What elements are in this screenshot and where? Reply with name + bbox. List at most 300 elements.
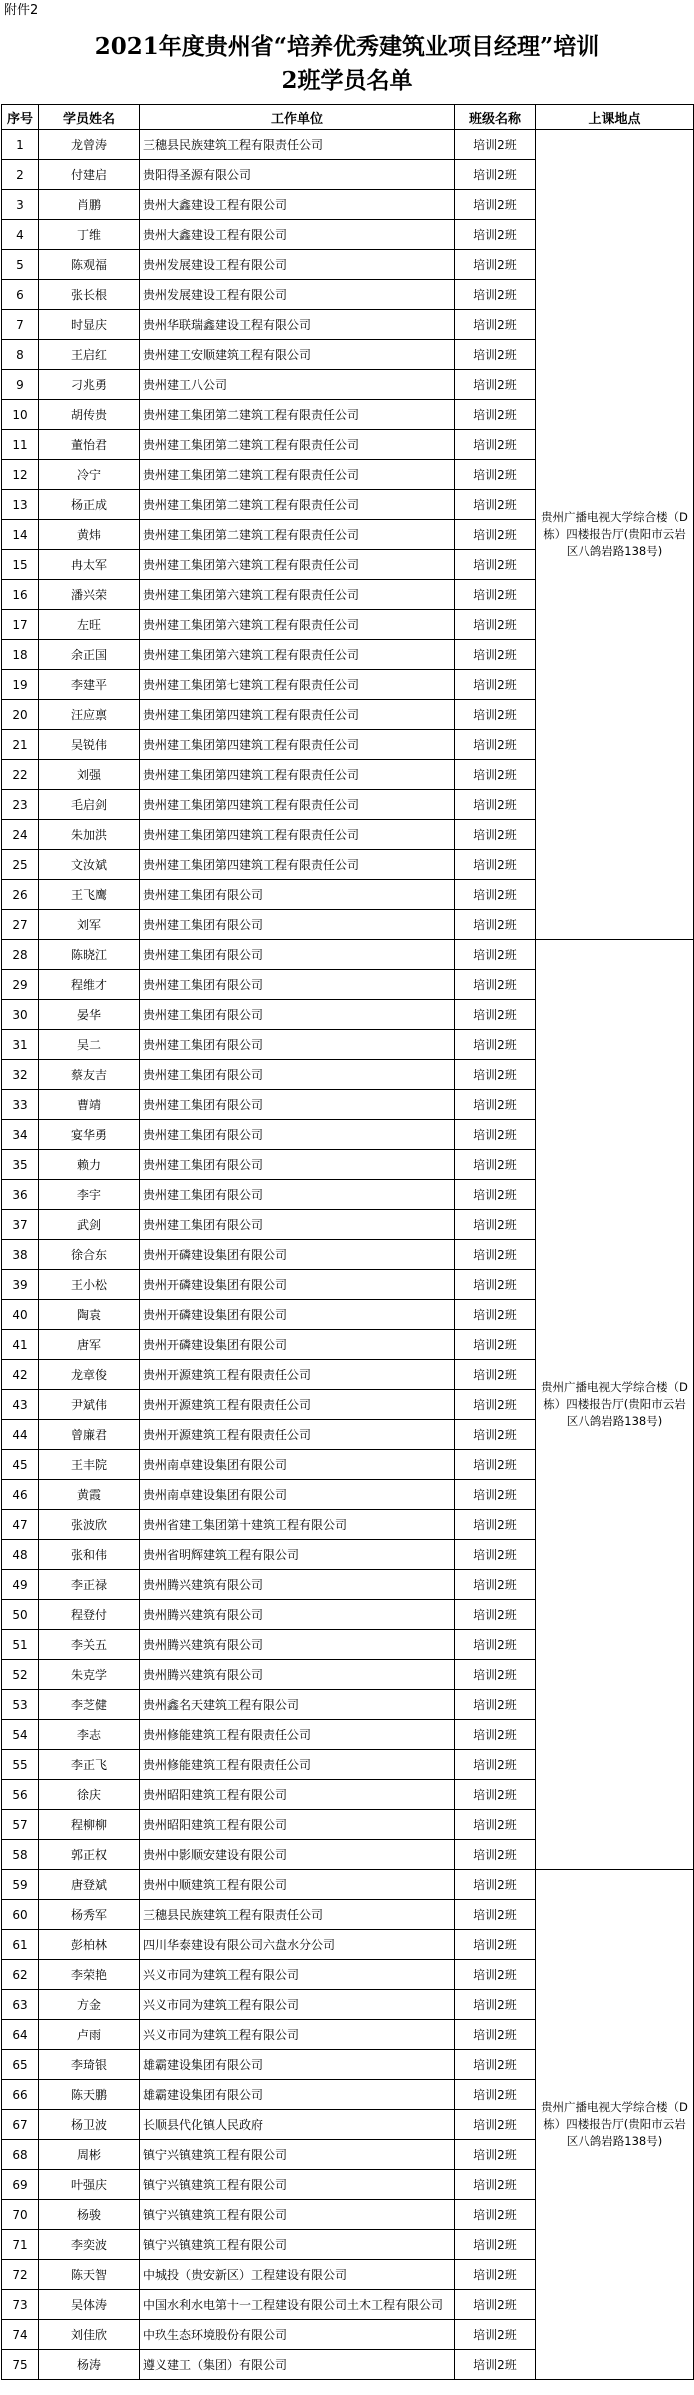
- cell-name: 李志: [39, 1720, 140, 1750]
- cell-class: 培训2班: [455, 760, 536, 790]
- cell-unit: 贵州腾兴建筑有限公司: [140, 1570, 455, 1600]
- cell-no: 26: [2, 880, 39, 910]
- cell-name: 刘军: [39, 910, 140, 940]
- cell-class: 培训2班: [455, 940, 536, 970]
- cell-name: 徐庆: [39, 1780, 140, 1810]
- cell-name: 张和伟: [39, 1540, 140, 1570]
- cell-name: 吴锐伟: [39, 730, 140, 760]
- cell-name: 时显庆: [39, 310, 140, 340]
- cell-unit: 贵州开磷建设集团有限公司: [140, 1240, 455, 1270]
- cell-unit: 贵州建工集团第二建筑工程有限责任公司: [140, 400, 455, 430]
- cell-class: 培训2班: [455, 1090, 536, 1120]
- cell-unit: 贵州建工集团第四建筑工程有限责任公司: [140, 790, 455, 820]
- cell-unit: 镇宁兴镇建筑工程有限公司: [140, 2200, 455, 2230]
- cell-class: 培训2班: [455, 1300, 536, 1330]
- cell-name: 尹斌伟: [39, 1390, 140, 1420]
- cell-no: 67: [2, 2110, 39, 2140]
- cell-unit: 贵州开磷建设集团有限公司: [140, 1330, 455, 1360]
- cell-class: 培训2班: [455, 1240, 536, 1270]
- cell-name: 胡传贵: [39, 400, 140, 430]
- cell-unit: 贵州建工安顺建筑工程有限公司: [140, 340, 455, 370]
- cell-name: 陈天鹏: [39, 2080, 140, 2110]
- cell-class: 培训2班: [455, 640, 536, 670]
- cell-no: 22: [2, 760, 39, 790]
- cell-unit: 贵州省明辉建筑工程有限公司: [140, 1540, 455, 1570]
- cell-name: 李关五: [39, 1630, 140, 1660]
- cell-class: 培训2班: [455, 1660, 536, 1690]
- cell-name: 左旺: [39, 610, 140, 640]
- cell-name: 余正国: [39, 640, 140, 670]
- cell-class: 培训2班: [455, 2110, 536, 2140]
- cell-unit: 镇宁兴镇建筑工程有限公司: [140, 2140, 455, 2170]
- cell-name: 肖鹏: [39, 190, 140, 220]
- cell-class: 培训2班: [455, 2020, 536, 2050]
- cell-class: 培训2班: [455, 1780, 536, 1810]
- cell-unit: 贵州开源建筑工程有限责任公司: [140, 1420, 455, 1450]
- cell-class: 培训2班: [455, 1330, 536, 1360]
- cell-no: 55: [2, 1750, 39, 1780]
- cell-unit: 中玖生态环境股份有限公司: [140, 2320, 455, 2350]
- cell-unit: 贵州建工集团有限公司: [140, 1150, 455, 1180]
- cell-class: 培训2班: [455, 1840, 536, 1870]
- cell-unit: 贵州昭阳建筑工程有限公司: [140, 1810, 455, 1840]
- cell-name: 王启红: [39, 340, 140, 370]
- cell-unit: 贵州华联瑞鑫建设工程有限公司: [140, 310, 455, 340]
- cell-class: 培训2班: [455, 1360, 536, 1390]
- cell-name: 冷宁: [39, 460, 140, 490]
- cell-name: 周彬: [39, 2140, 140, 2170]
- cell-no: 71: [2, 2230, 39, 2260]
- cell-class: 培训2班: [455, 790, 536, 820]
- cell-class: 培训2班: [455, 1570, 536, 1600]
- cell-name: 方金: [39, 1990, 140, 2020]
- cell-unit: 贵州建工集团第四建筑工程有限责任公司: [140, 730, 455, 760]
- header-unit: 工作单位: [140, 105, 455, 130]
- cell-class: 培训2班: [455, 370, 536, 400]
- cell-unit: 中国水利水电第十一工程建设有限公司土木工程有限公司: [140, 2290, 455, 2320]
- cell-name: 李宇: [39, 1180, 140, 1210]
- cell-name: 刘强: [39, 760, 140, 790]
- cell-name: 李正禄: [39, 1570, 140, 1600]
- cell-no: 34: [2, 1120, 39, 1150]
- cell-no: 21: [2, 730, 39, 760]
- cell-class: 培训2班: [455, 1450, 536, 1480]
- cell-unit: 长顺县代化镇人民政府: [140, 2110, 455, 2140]
- cell-name: 杨正成: [39, 490, 140, 520]
- cell-name: 陶袁: [39, 1300, 140, 1330]
- cell-class: 培训2班: [455, 250, 536, 280]
- cell-no: 14: [2, 520, 39, 550]
- cell-class: 培训2班: [455, 1930, 536, 1960]
- cell-unit: 贵州南卓建设集团有限公司: [140, 1450, 455, 1480]
- cell-class: 培训2班: [455, 1210, 536, 1240]
- cell-no: 27: [2, 910, 39, 940]
- cell-unit: 贵州开源建筑工程有限责任公司: [140, 1360, 455, 1390]
- cell-name: 付建启: [39, 160, 140, 190]
- cell-name: 李芝健: [39, 1690, 140, 1720]
- cell-class: 培训2班: [455, 130, 536, 160]
- header-no: 序号: [2, 105, 39, 130]
- cell-name: 王丰院: [39, 1450, 140, 1480]
- cell-no: 56: [2, 1780, 39, 1810]
- cell-unit: 贵州腾兴建筑有限公司: [140, 1660, 455, 1690]
- student-roster-table: [1, 104, 694, 2380]
- cell-class: 培训2班: [455, 520, 536, 550]
- cell-unit: 三穗县民族建筑工程有限责任公司: [140, 1900, 455, 1930]
- cell-no: 70: [2, 2200, 39, 2230]
- cell-no: 39: [2, 1270, 39, 1300]
- cell-class: 培训2班: [455, 310, 536, 340]
- cell-no: 24: [2, 820, 39, 850]
- cell-no: 64: [2, 2020, 39, 2050]
- cell-no: 29: [2, 970, 39, 1000]
- cell-no: 54: [2, 1720, 39, 1750]
- cell-name: 程维才: [39, 970, 140, 1000]
- cell-no: 5: [2, 250, 39, 280]
- cell-class: 培训2班: [455, 340, 536, 370]
- cell-no: 25: [2, 850, 39, 880]
- cell-class: 培训2班: [455, 580, 536, 610]
- cell-name: 曹靖: [39, 1090, 140, 1120]
- cell-class: 培训2班: [455, 1420, 536, 1450]
- cell-no: 41: [2, 1330, 39, 1360]
- cell-no: 50: [2, 1600, 39, 1630]
- cell-unit: 贵州修能建筑工程有限责任公司: [140, 1720, 455, 1750]
- cell-unit: 中城投（贵安新区）工程建设有限公司: [140, 2260, 455, 2290]
- cell-name: 丁维: [39, 220, 140, 250]
- cell-unit: 贵州建工八公司: [140, 370, 455, 400]
- cell-class: 培训2班: [455, 2140, 536, 2170]
- cell-name: 王小松: [39, 1270, 140, 1300]
- cell-name: 叶强庆: [39, 2170, 140, 2200]
- cell-unit: 贵州建工集团有限公司: [140, 1060, 455, 1090]
- cell-class: 培训2班: [455, 910, 536, 940]
- cell-no: 51: [2, 1630, 39, 1660]
- cell-no: 72: [2, 2260, 39, 2290]
- cell-name: 程柳柳: [39, 1810, 140, 1840]
- cell-class: 培训2班: [455, 1600, 536, 1630]
- cell-class: 培训2班: [455, 2320, 536, 2350]
- cell-no: 40: [2, 1300, 39, 1330]
- cell-class: 培训2班: [455, 2350, 536, 2380]
- cell-unit: 贵州建工集团第六建筑工程有限责任公司: [140, 640, 455, 670]
- cell-unit: 贵州腾兴建筑有限公司: [140, 1630, 455, 1660]
- cell-class: 培训2班: [455, 1540, 536, 1570]
- cell-name: 黄炜: [39, 520, 140, 550]
- cell-no: 11: [2, 430, 39, 460]
- cell-unit: 贵州建工集团有限公司: [140, 1030, 455, 1060]
- cell-no: 49: [2, 1570, 39, 1600]
- cell-unit: 贵州腾兴建筑有限公司: [140, 1600, 455, 1630]
- cell-name: 刘佳欣: [39, 2320, 140, 2350]
- cell-unit: 三穗县民族建筑工程有限责任公司: [140, 130, 455, 160]
- cell-name: 吴二: [39, 1030, 140, 1060]
- cell-unit: 贵州建工集团第七建筑工程有限责任公司: [140, 670, 455, 700]
- cell-class: 培训2班: [455, 2230, 536, 2260]
- cell-no: 10: [2, 400, 39, 430]
- cell-name: 程登付: [39, 1600, 140, 1630]
- annex-label: 附件2: [4, 3, 39, 18]
- cell-class: 培训2班: [455, 430, 536, 460]
- cell-class: 培训2班: [455, 1060, 536, 1090]
- cell-no: 33: [2, 1090, 39, 1120]
- cell-name: 吴体涛: [39, 2290, 140, 2320]
- cell-unit: 遵义建工（集团）有限公司: [140, 2350, 455, 2380]
- cell-class: 培训2班: [455, 970, 536, 1000]
- cell-unit: 贵州建工集团有限公司: [140, 1210, 455, 1240]
- cell-class: 培训2班: [455, 400, 536, 430]
- cell-name: 朱加洪: [39, 820, 140, 850]
- cell-class: 培训2班: [455, 1000, 536, 1030]
- cell-no: 75: [2, 2350, 39, 2380]
- cell-unit: 贵州建工集团第六建筑工程有限责任公司: [140, 550, 455, 580]
- cell-no: 48: [2, 1540, 39, 1570]
- cell-unit: 贵州大鑫建设工程有限公司: [140, 220, 455, 250]
- cell-no: 73: [2, 2290, 39, 2320]
- cell-no: 43: [2, 1390, 39, 1420]
- cell-class: 培训2班: [455, 280, 536, 310]
- cell-unit: 兴义市同为建筑工程有限公司: [140, 2020, 455, 2050]
- cell-location: 贵州广播电视大学综合楼（D栋）四楼报告厅(贵阳市云岩区八鸽岩路138号): [536, 1870, 694, 2380]
- cell-class: 培训2班: [455, 1510, 536, 1540]
- cell-location: 贵州广播电视大学综合楼（D栋）四楼报告厅(贵阳市云岩区八鸽岩路138号): [536, 130, 694, 940]
- cell-class: 培训2班: [455, 850, 536, 880]
- cell-unit: 贵州开磷建设集团有限公司: [140, 1270, 455, 1300]
- cell-name: 陈晓江: [39, 940, 140, 970]
- cell-name: 杨涛: [39, 2350, 140, 2380]
- cell-unit: 贵州昭阳建筑工程有限公司: [140, 1780, 455, 1810]
- cell-no: 12: [2, 460, 39, 490]
- cell-name: 朱克学: [39, 1660, 140, 1690]
- cell-no: 62: [2, 1960, 39, 1990]
- cell-no: 15: [2, 550, 39, 580]
- cell-location: 贵州广播电视大学综合楼（D栋）四楼报告厅(贵阳市云岩区八鸽岩路138号): [536, 940, 694, 1870]
- cell-class: 培训2班: [455, 1390, 536, 1420]
- cell-name: 徐合东: [39, 1240, 140, 1270]
- title-line-1: 2021年度贵州省“培养优秀建筑业项目经理”培训: [94, 33, 600, 60]
- cell-unit: 贵州建工集团有限公司: [140, 940, 455, 970]
- cell-name: 蔡友吉: [39, 1060, 140, 1090]
- cell-unit: 贵州建工集团第四建筑工程有限责任公司: [140, 700, 455, 730]
- cell-unit: 贵州大鑫建设工程有限公司: [140, 190, 455, 220]
- cell-name: 唐登斌: [39, 1870, 140, 1900]
- cell-name: 李荣艳: [39, 1960, 140, 1990]
- cell-name: 董怡君: [39, 430, 140, 460]
- cell-name: 李正飞: [39, 1750, 140, 1780]
- cell-unit: 贵州建工集团第四建筑工程有限责任公司: [140, 760, 455, 790]
- cell-no: 60: [2, 1900, 39, 1930]
- cell-no: 7: [2, 310, 39, 340]
- cell-name: 彭柏林: [39, 1930, 140, 1960]
- cell-no: 44: [2, 1420, 39, 1450]
- cell-name: 宴华勇: [39, 1120, 140, 1150]
- cell-unit: 镇宁兴镇建筑工程有限公司: [140, 2170, 455, 2200]
- cell-no: 1: [2, 130, 39, 160]
- cell-name: 龙曾涛: [39, 130, 140, 160]
- cell-name: 曾廉君: [39, 1420, 140, 1450]
- cell-unit: 贵州建工集团第二建筑工程有限责任公司: [140, 520, 455, 550]
- cell-class: 培训2班: [455, 1480, 536, 1510]
- roster-body: [2, 130, 694, 2380]
- cell-name: 杨骏: [39, 2200, 140, 2230]
- cell-no: 20: [2, 700, 39, 730]
- cell-class: 培训2班: [455, 1030, 536, 1060]
- cell-class: 培训2班: [455, 2260, 536, 2290]
- cell-name: 黄霞: [39, 1480, 140, 1510]
- cell-no: 4: [2, 220, 39, 250]
- cell-name: 李奕波: [39, 2230, 140, 2260]
- cell-unit: 雄霸建设集团有限公司: [140, 2050, 455, 2080]
- cell-unit: 贵州建工集团第二建筑工程有限责任公司: [140, 460, 455, 490]
- cell-no: 18: [2, 640, 39, 670]
- cell-unit: 兴义市同为建筑工程有限公司: [140, 1960, 455, 1990]
- cell-class: 培训2班: [455, 1900, 536, 1930]
- header-location: 上课地点: [536, 105, 694, 130]
- cell-no: 68: [2, 2140, 39, 2170]
- cell-class: 培训2班: [455, 1990, 536, 2020]
- cell-no: 46: [2, 1480, 39, 1510]
- cell-name: 毛启剑: [39, 790, 140, 820]
- cell-no: 32: [2, 1060, 39, 1090]
- cell-class: 培训2班: [455, 670, 536, 700]
- cell-unit: 贵州开磷建设集团有限公司: [140, 1300, 455, 1330]
- cell-class: 培训2班: [455, 460, 536, 490]
- cell-unit: 贵州中顺建筑工程有限公司: [140, 1870, 455, 1900]
- cell-class: 培训2班: [455, 1810, 536, 1840]
- cell-unit: 贵州中影顺安建设有限公司: [140, 1840, 455, 1870]
- cell-unit: 贵州省建工集团第十建筑工程有限公司: [140, 1510, 455, 1540]
- cell-class: 培训2班: [455, 1690, 536, 1720]
- cell-class: 培训2班: [455, 2200, 536, 2230]
- cell-no: 2: [2, 160, 39, 190]
- cell-name: 卢雨: [39, 2020, 140, 2050]
- table-row: [2, 1870, 694, 1900]
- cell-class: 培训2班: [455, 2290, 536, 2320]
- cell-no: 37: [2, 1210, 39, 1240]
- cell-no: 53: [2, 1690, 39, 1720]
- cell-no: 61: [2, 1930, 39, 1960]
- cell-class: 培训2班: [455, 490, 536, 520]
- cell-name: 晏华: [39, 1000, 140, 1030]
- cell-no: 69: [2, 2170, 39, 2200]
- cell-class: 培训2班: [455, 160, 536, 190]
- cell-class: 培训2班: [455, 610, 536, 640]
- cell-class: 培训2班: [455, 1630, 536, 1660]
- cell-unit: 镇宁兴镇建筑工程有限公司: [140, 2230, 455, 2260]
- cell-no: 58: [2, 1840, 39, 1870]
- table-row: [2, 940, 694, 970]
- cell-unit: 贵州建工集团第四建筑工程有限责任公司: [140, 820, 455, 850]
- cell-no: 59: [2, 1870, 39, 1900]
- cell-no: 47: [2, 1510, 39, 1540]
- cell-no: 52: [2, 1660, 39, 1690]
- cell-name: 陈观福: [39, 250, 140, 280]
- cell-name: 冉太军: [39, 550, 140, 580]
- cell-unit: 贵州建工集团第六建筑工程有限责任公司: [140, 580, 455, 610]
- cell-no: 65: [2, 2050, 39, 2080]
- cell-name: 张长根: [39, 280, 140, 310]
- cell-name: 龙章俊: [39, 1360, 140, 1390]
- cell-unit: 贵州鑫名天建筑工程有限公司: [140, 1690, 455, 1720]
- table-row: [2, 130, 694, 160]
- table-header-row: [2, 105, 694, 130]
- cell-unit: 贵州建工集团有限公司: [140, 970, 455, 1000]
- cell-no: 45: [2, 1450, 39, 1480]
- cell-class: 培训2班: [455, 550, 536, 580]
- cell-unit: 贵州修能建筑工程有限责任公司: [140, 1750, 455, 1780]
- cell-name: 杨秀军: [39, 1900, 140, 1930]
- cell-no: 63: [2, 1990, 39, 2020]
- cell-unit: 贵州建工集团第二建筑工程有限责任公司: [140, 430, 455, 460]
- header-name: 学员姓名: [39, 105, 140, 130]
- cell-unit: 贵州发展建设工程有限公司: [140, 280, 455, 310]
- cell-no: 6: [2, 280, 39, 310]
- cell-unit: 贵州建工集团有限公司: [140, 1000, 455, 1030]
- cell-no: 8: [2, 340, 39, 370]
- cell-class: 培训2班: [455, 1720, 536, 1750]
- cell-class: 培训2班: [455, 1120, 536, 1150]
- cell-unit: 贵州建工集团有限公司: [140, 880, 455, 910]
- cell-unit: 贵州建工集团有限公司: [140, 910, 455, 940]
- cell-no: 66: [2, 2080, 39, 2110]
- cell-name: 武剑: [39, 1210, 140, 1240]
- cell-name: 郭正权: [39, 1840, 140, 1870]
- cell-no: 36: [2, 1180, 39, 1210]
- cell-class: 培训2班: [455, 820, 536, 850]
- cell-no: 9: [2, 370, 39, 400]
- cell-no: 31: [2, 1030, 39, 1060]
- cell-no: 35: [2, 1150, 39, 1180]
- cell-class: 培训2班: [455, 1870, 536, 1900]
- cell-no: 19: [2, 670, 39, 700]
- cell-unit: 贵州建工集团第四建筑工程有限责任公司: [140, 850, 455, 880]
- cell-no: 3: [2, 190, 39, 220]
- cell-unit: 贵州南卓建设集团有限公司: [140, 1480, 455, 1510]
- cell-unit: 贵州建工集团有限公司: [140, 1180, 455, 1210]
- header-class: 班级名称: [455, 105, 536, 130]
- cell-unit: 贵州建工集团第六建筑工程有限责任公司: [140, 610, 455, 640]
- cell-unit: 贵州建工集团有限公司: [140, 1090, 455, 1120]
- cell-no: 28: [2, 940, 39, 970]
- cell-name: 王飞鹰: [39, 880, 140, 910]
- document-title: [0, 22, 694, 104]
- title-line-2: 2班学员名单: [281, 67, 413, 94]
- cell-no: 30: [2, 1000, 39, 1030]
- cell-class: 培训2班: [455, 1180, 536, 1210]
- cell-unit: 雄霸建设集团有限公司: [140, 2080, 455, 2110]
- cell-unit: 四川华泰建设有限公司六盘水分公司: [140, 1930, 455, 1960]
- cell-no: 13: [2, 490, 39, 520]
- cell-class: 培训2班: [455, 190, 536, 220]
- cell-class: 培训2班: [455, 1150, 536, 1180]
- cell-name: 唐军: [39, 1330, 140, 1360]
- cell-name: 汪应禀: [39, 700, 140, 730]
- cell-class: 培训2班: [455, 220, 536, 250]
- cell-no: 38: [2, 1240, 39, 1270]
- cell-class: 培训2班: [455, 880, 536, 910]
- cell-no: 42: [2, 1360, 39, 1390]
- cell-name: 张波欣: [39, 1510, 140, 1540]
- cell-name: 潘兴荣: [39, 580, 140, 610]
- cell-name: 李建平: [39, 670, 140, 700]
- cell-unit: 贵阳得圣源有限公司: [140, 160, 455, 190]
- cell-no: 74: [2, 2320, 39, 2350]
- cell-unit: 贵州建工集团第二建筑工程有限责任公司: [140, 490, 455, 520]
- cell-unit: 贵州发展建设工程有限公司: [140, 250, 455, 280]
- cell-class: 培训2班: [455, 730, 536, 760]
- cell-no: 23: [2, 790, 39, 820]
- cell-unit: 贵州建工集团有限公司: [140, 1120, 455, 1150]
